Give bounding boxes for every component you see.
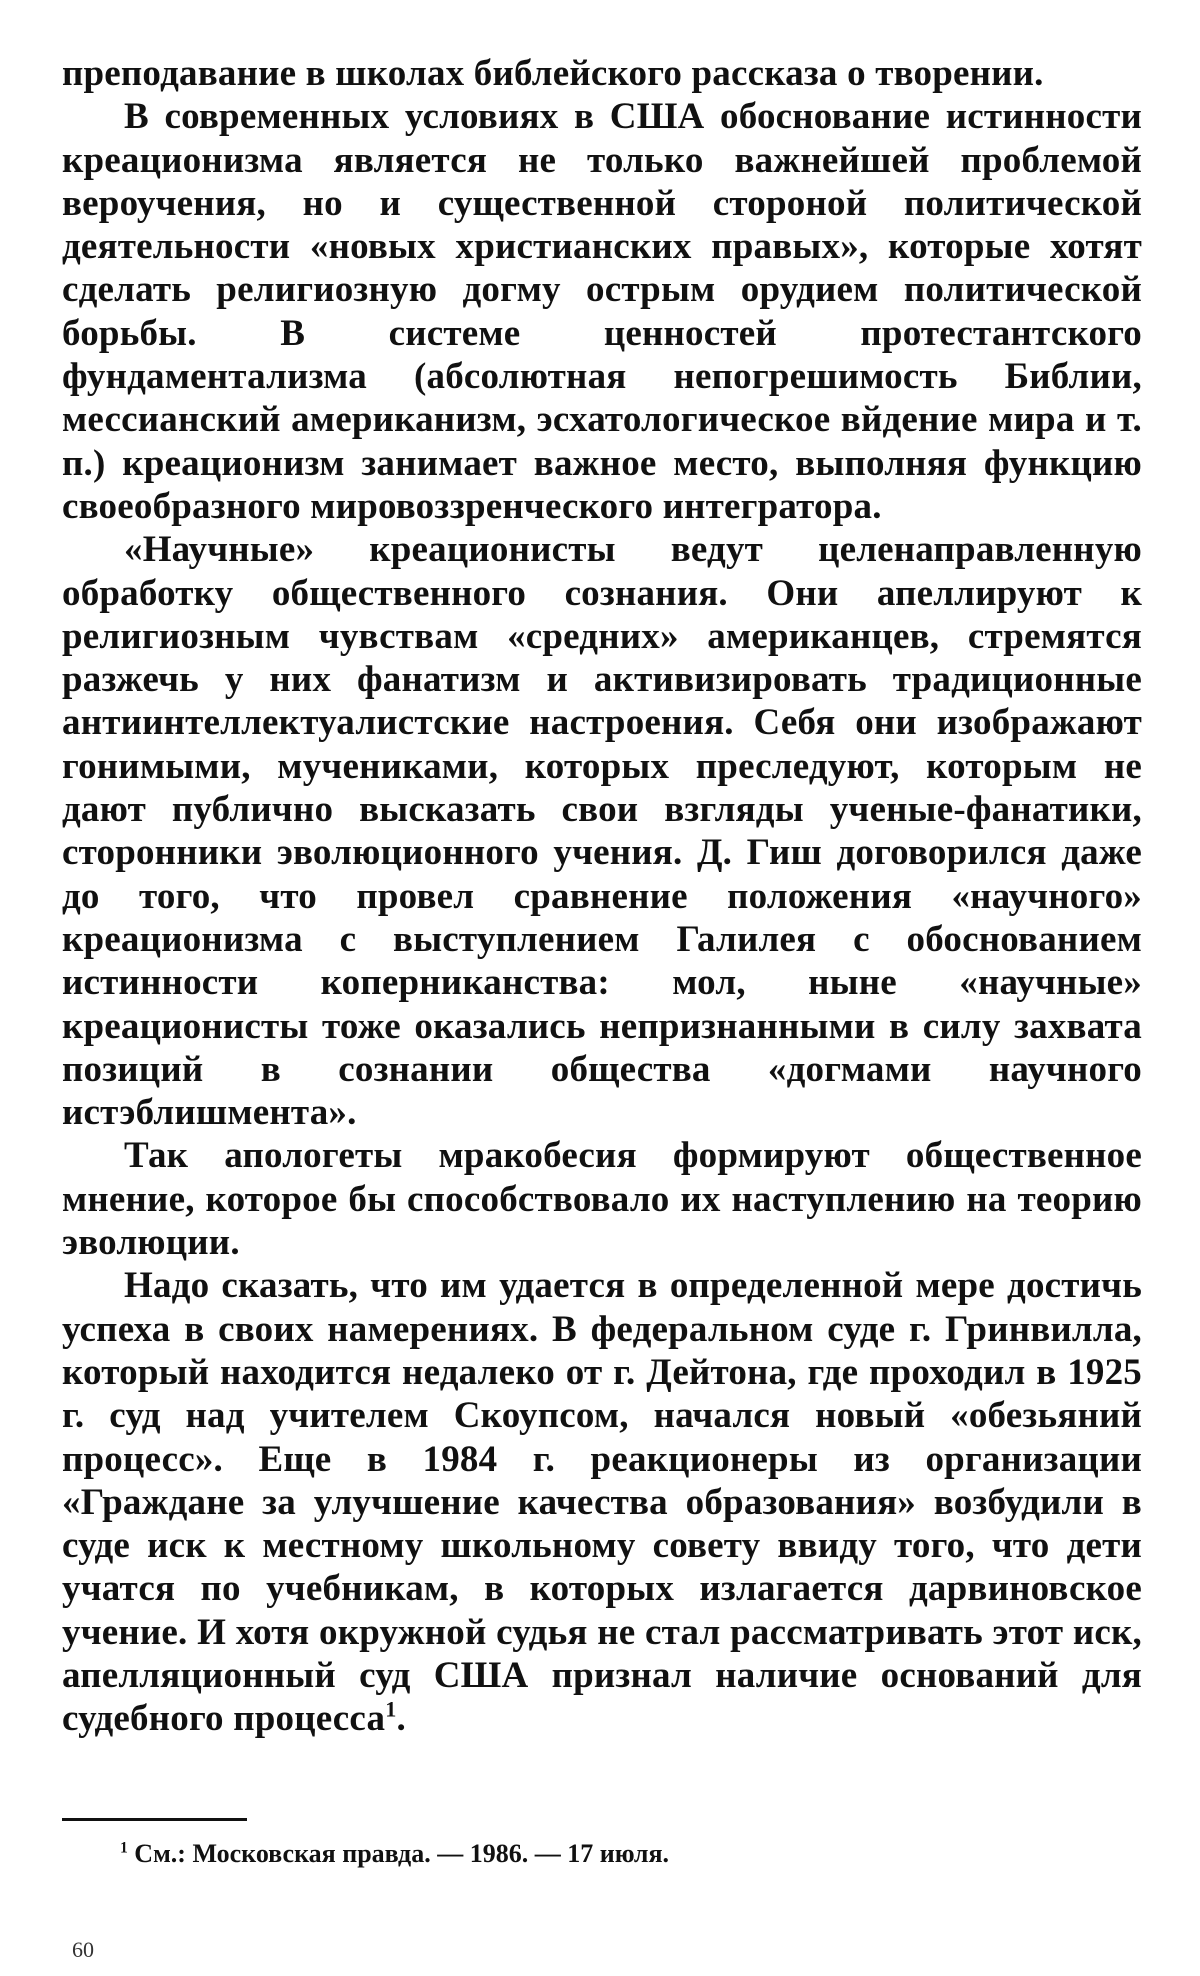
paragraph-4: Так апологеты мракобесия формируют общественное мнение, которое бы способствовало их наступлению на теорию эволюции. bbox=[62, 1135, 1142, 1264]
footnote-separator bbox=[62, 1818, 247, 1821]
footnote-marker: 1 bbox=[120, 1839, 128, 1857]
paragraph-1: преподавание в школах библейского рассказа о творении. bbox=[62, 53, 1044, 94]
paragraph-2: В современных условиях в США обоснование истинности креационизма является не только важнейшей проблемой вероучения, но и существенной стороной политической деятельности «новых христианских правых», которые хотят сделать религиозную догму острым орудием политической борьбы. В системе ценностей протестантского фундаментализма (абсолютная непогрешимость Библии, мессианский американизм, эсхатологическое вйдение мира и т. п.) креационизм занимает важное место, выполняя функцию своеобразного мировоззренческого интегратора. bbox=[62, 96, 1142, 527]
paragraph-5 bbox=[62, 1264, 1142, 1740]
paragraph-5-end: . bbox=[396, 1698, 406, 1740]
footnote-text: См.: Московская правда. — 1986. — 17 июля. bbox=[127, 1839, 670, 1868]
page-body bbox=[62, 52, 1142, 1741]
footnote-reference: 1 bbox=[385, 1696, 397, 1722]
footnote bbox=[120, 1838, 669, 1870]
paragraph-3: «Научные» креационисты ведут целенаправленную обработку общественного сознания. Они апеллируют к религиозным чувствам «средних» американцев, стремятся разжечь у них фанатизм и активизировать традиционные антиинтеллектуалистские настроения. Себя они изображают гонимыми, мучениками, которых преследуют, которым не дают публично высказать свои взгляды ученые-фанатики, сторонники эволюционного учения. Д. Гиш договорился даже до того, что провел сравнение положения «научного» креационизма с выступлением Галилея с обоснованием истинности коперниканства: мол, ныне «научные» креационисты тоже оказались непризнанными в силу захвата позиций в сознании общества «догмами научного истэблишмента». bbox=[62, 529, 1142, 1134]
page-number: 60 bbox=[72, 1937, 94, 1962]
paragraph-5-text: Надо сказать, что им удается в определенной мере достичь успеха в своих намерениях. В федеральном суде г. Гринвилла, который находится недалеко от г. Дейтона, где проходил в 1925 г. суд над учителем Скоупсом, начался новый «обезьяний процесс». Еще в 1984 г. реакционеры из организации «Граждане за улучшение качества образования» возбудили в суде иск к местному школьному совету ввиду того, что дети учатся по учебникам, в которых излагается дарвиновское учение. И хотя окружной судья не стал рассматривать этот иск, апелляционный суд США признал наличие оснований для судебного процесса bbox=[62, 1265, 1142, 1740]
